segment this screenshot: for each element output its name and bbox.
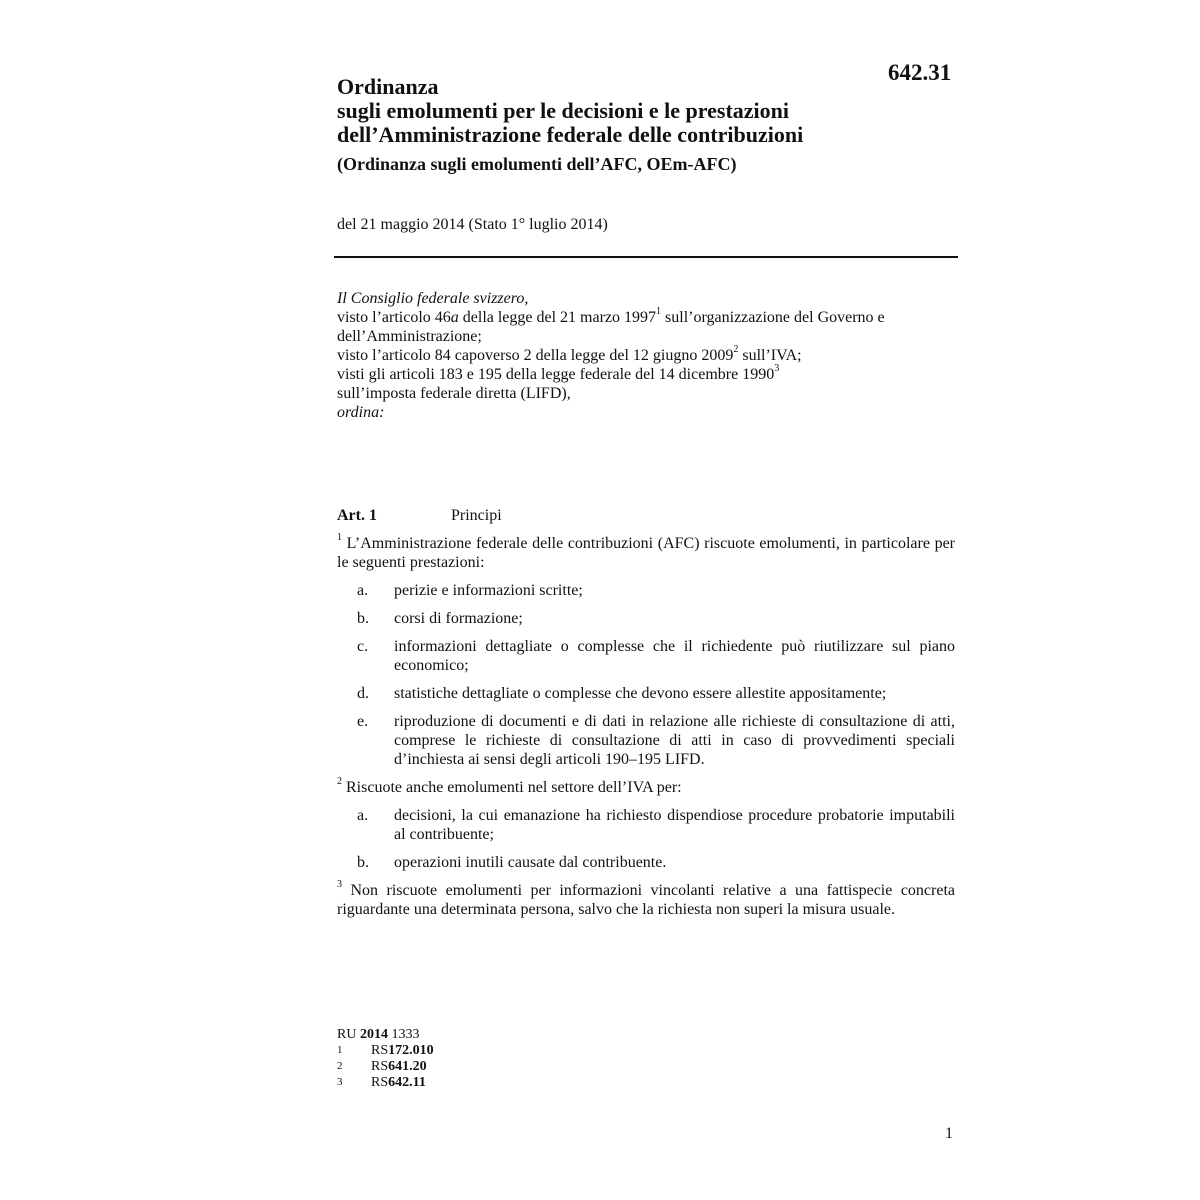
paragraph: $^1$ L’Amministrazione federale delle contribuzioni (AFC) riscuote emolumenti, in particolare per le seguenti prestazioni: [337, 532, 955, 571]
sr-number: 642.31 [888, 60, 952, 85]
title-line: dell’Amministrazione federale delle contribuzioni [337, 122, 804, 147]
document-title [337, 75, 957, 175]
list-item: b. operazioni inutili causate dal contribuente. [357, 854, 667, 871]
preamble-decree: ordina: [337, 404, 385, 421]
preamble-authority: Il Consiglio federale svizzero, [337, 290, 529, 307]
preamble-line: visti gli articoli 183 e 195 della legge federale del 14 dicembre 1990$^3$ sull’imposta federale diretta (LIFD), [337, 363, 780, 402]
ru-reference: RU 2014 1333 [337, 1027, 420, 1042]
footnote: 1 RS 172.010 [337, 1043, 434, 1058]
list-item: a. decisioni, la cui emanazione ha richiesto dispendiose procedure probatorie imputabili al contribuente; [357, 807, 955, 843]
document-date: del 21 maggio 2014 (Stato 1° luglio 2014) [337, 216, 608, 233]
header-divider [334, 256, 958, 258]
article-number: Art. 1 [337, 507, 377, 524]
list-item: a. perizie e informazioni scritte; [357, 582, 583, 599]
paragraph: $^2$ Riscuote anche emolumenti nel settore dell’IVA per: [337, 776, 682, 796]
article-title: Principi [451, 507, 502, 524]
list-item: c. informazioni dettagliate o complesse che il richiedente può riutilizzare sul piano economico; [357, 638, 955, 674]
page-number: 1 [945, 1125, 953, 1142]
short-title: (Ordinanza sugli emolumenti dell’AFC, OEm-AFC) [337, 154, 737, 174]
preamble [337, 289, 957, 422]
list-item: b. corsi di formazione; [357, 610, 523, 627]
footnote-ref: 2 [733, 344, 739, 355]
preamble-line: visto l’articolo 46a della legge del 21 marzo 1997$^1$ sull’organizzazione del Governo e dell’Amministrazione; [337, 306, 885, 345]
footnotes [337, 1027, 434, 1091]
title-line: Ordinanza [337, 74, 439, 99]
paragraph: $^3$ Non riscuote emolumenti per informazioni vincolanti relative a una fattispecie concreta riguardante una determinata persona, salvo che la richiesta non superi la misura usuale. [337, 879, 955, 918]
article-1 [337, 506, 955, 928]
footnote: 2 RS 641.20 [337, 1059, 427, 1074]
footnote: 3 RS 642.11 [337, 1075, 426, 1090]
article-heading [337, 506, 955, 525]
preamble-line: visto l’articolo 84 capoverso 2 della legge del 12 giugno 2009$^2$ sull’IVA; [337, 344, 802, 364]
list-item: e. riproduzione di documenti e di dati in relazione alle richieste di consultazione di atti, comprese le richieste di consultazione di atti in caso di provvedimenti speciali d’inchiesta ai sensi degli articoli 190–195 LIFD. [357, 713, 955, 768]
footnote-ref: 3 [774, 363, 780, 374]
footnote-ref: 1 [656, 306, 662, 317]
list-item: d. statistiche dettagliate o complesse che devono essere allestite appositamente; [357, 685, 887, 702]
title-line: sugli emolumenti per le decisioni e le prestazioni [337, 98, 789, 123]
